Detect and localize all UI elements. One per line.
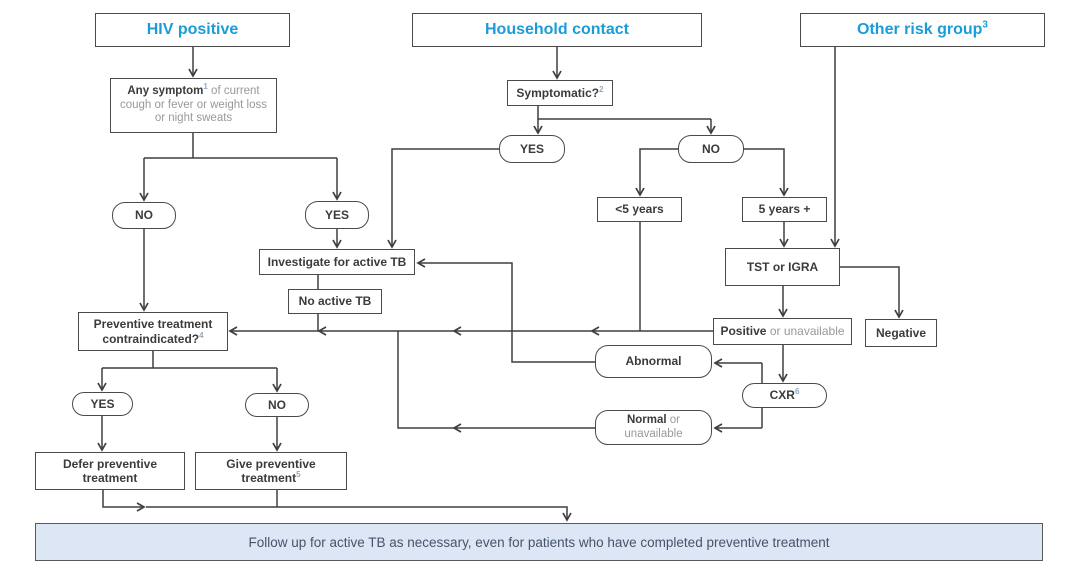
node-preventive-contraindicated [78,312,228,351]
footnote-5: 5 [296,470,301,479]
node-no-contraindicated [245,393,309,417]
connector-no-hh-to-under5 [640,149,678,195]
node-no-symptomatic [678,135,744,163]
symptomatic-label: Symptomatic?$^2$ [516,84,604,100]
node-no-hiv [112,202,176,229]
normal-label: Normal or unavailable [624,413,683,440]
node-negative [865,319,937,347]
node-symptomatic [507,80,613,106]
node-cxr [742,383,827,408]
footnote-2: 2 [599,84,604,94]
defer-label: Defer preventive treatment [62,456,158,485]
yes-label: YES [90,396,115,411]
node-give-preventive-treatment [195,452,347,490]
no-active-tb-label: No active TB [298,294,372,309]
contraindicated-label: Preventive treatment contraindicated?$^4$ [93,317,213,346]
connector-normal-seg2 [398,331,454,428]
node-normal-or-unavailable [595,410,712,445]
connector-yes-hh-to-investigate [392,149,499,247]
footer-follow-up-bar [35,523,1043,561]
header-hiv-positive [95,13,290,47]
give-label: Give preventive treatment$^5$ [226,456,316,485]
header-other-label: Other risk group$^3$ [857,19,988,38]
footnote-4: 4 [199,330,204,340]
connector-symptomatic-split [538,106,711,119]
negative-label: Negative [875,325,927,340]
node-no-active-tb [288,289,382,314]
under-5-label: <5 years [615,202,664,217]
positive-label: Positive or unavailable [720,324,845,339]
header-hiv-label: HIV positive [146,20,239,38]
yes-label: YES [519,141,544,156]
footnote-3: 3 [982,19,988,31]
node-yes-hiv [305,201,369,229]
footer-text: Follow up for active TB as necessary, even for patients who have completed preventive treatment [248,534,830,550]
footnote-1: 1 [203,82,208,92]
node-defer-preventive-treatment [35,452,185,490]
node-5-years-plus [742,197,827,222]
node-yes-symptomatic [499,135,565,163]
header-household-label: Household contact [484,20,629,38]
investigate-label: Investigate for active TB [267,254,407,269]
header-other-risk-group [800,13,1045,47]
connector-to-footer [146,507,567,520]
connector-abnormal-to-investigate [418,263,595,362]
5-years-plus-label: 5 years + [758,202,811,217]
connector-anysymptom-split [144,133,337,158]
connector-no-hh-to-over5 [744,149,784,195]
node-abnormal [595,345,712,378]
tst-igra-label: TST or IGRA [746,259,819,274]
any-symptom-label: Any symptom$^1$ of current cough or fever or weight loss or night sweats [119,82,268,125]
node-tst-or-igra [725,248,840,286]
node-positive-or-unavailable [713,318,852,345]
cxr-label: CXR$^6$ [769,387,800,403]
node-under-5-years [597,197,682,222]
footnote-6: 6 [794,387,800,397]
connector-tst-to-negative [840,267,899,317]
no-label: NO [135,208,153,223]
connector-contraindicated-split [102,351,277,368]
no-label: NO [702,141,720,156]
abnormal-label: Abnormal [625,354,682,369]
no-label: NO [268,397,286,412]
yes-label: YES [324,207,349,222]
node-any-symptom [110,78,277,133]
connector-defer-out [103,490,144,507]
node-yes-contraindicated [72,392,133,416]
header-household-contact [412,13,702,47]
node-investigate-active-tb [259,249,415,275]
